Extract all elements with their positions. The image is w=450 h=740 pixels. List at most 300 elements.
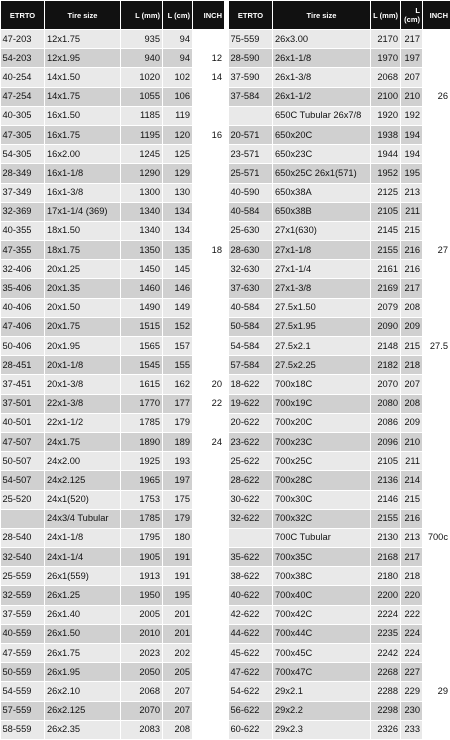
tire-size-cell: 26x1.95 bbox=[45, 663, 121, 682]
table-row bbox=[229, 49, 450, 68]
length-mm-cell: 1185 bbox=[121, 106, 163, 125]
inch-cell bbox=[423, 567, 450, 586]
etrto-cell: 50-584 bbox=[229, 317, 273, 336]
table-row bbox=[1, 720, 225, 739]
etrto-cell bbox=[229, 106, 273, 125]
etrto-cell: 32-559 bbox=[1, 586, 45, 605]
length-cm-cell: 207 bbox=[401, 375, 423, 394]
length-mm-cell: 1770 bbox=[121, 394, 163, 413]
length-cm-cell: 216 bbox=[401, 260, 423, 279]
tire-size-cell: 16x1.75 bbox=[45, 125, 121, 144]
tire-size-table-right bbox=[228, 0, 450, 740]
etrto-cell: 40-406 bbox=[1, 298, 45, 317]
etrto-cell: 75-559 bbox=[229, 30, 273, 49]
length-mm-cell: 2182 bbox=[371, 356, 401, 375]
etrto-cell: 40-584 bbox=[229, 202, 273, 221]
inch-cell bbox=[193, 490, 225, 509]
etrto-cell: 57-559 bbox=[1, 701, 45, 720]
etrto-cell: 57-584 bbox=[229, 356, 273, 375]
table-row bbox=[1, 145, 225, 164]
length-mm-cell: 2145 bbox=[371, 221, 401, 240]
length-cm-cell: 202 bbox=[163, 644, 193, 663]
length-cm-cell: 220 bbox=[401, 586, 423, 605]
table-row bbox=[1, 337, 225, 356]
etrto-cell: 40-590 bbox=[229, 183, 273, 202]
length-cm-cell: 134 bbox=[163, 202, 193, 221]
length-mm-cell: 2096 bbox=[371, 432, 401, 451]
table-row bbox=[1, 452, 225, 471]
length-cm-cell: 227 bbox=[401, 663, 423, 682]
table-row bbox=[1, 202, 225, 221]
length-cm-cell: 192 bbox=[401, 106, 423, 125]
table-row bbox=[229, 567, 450, 586]
inch-cell bbox=[423, 68, 450, 87]
etrto-cell: 25-622 bbox=[229, 452, 273, 471]
length-mm-cell: 2079 bbox=[371, 298, 401, 317]
inch-cell bbox=[193, 682, 225, 701]
length-mm-cell: 2005 bbox=[121, 605, 163, 624]
etrto-cell: 54-305 bbox=[1, 145, 45, 164]
etrto-cell: 47-559 bbox=[1, 644, 45, 663]
header-tire-size: Tire size bbox=[273, 1, 371, 30]
table-row bbox=[229, 605, 450, 624]
tire-size-cell: 26x1-1/2 bbox=[273, 87, 371, 106]
table-row bbox=[1, 701, 225, 720]
length-mm-cell: 940 bbox=[121, 49, 163, 68]
table-row bbox=[229, 30, 450, 49]
table-row bbox=[229, 720, 450, 739]
length-mm-cell: 1952 bbox=[371, 164, 401, 183]
inch-cell: 20 bbox=[193, 375, 225, 394]
length-cm-cell: 177 bbox=[163, 394, 193, 413]
length-cm-cell: 207 bbox=[401, 68, 423, 87]
inch-cell bbox=[193, 644, 225, 663]
tire-size-cell: 700x47C bbox=[273, 663, 371, 682]
tire-size-cell: 700x32C bbox=[273, 509, 371, 528]
etrto-cell: 20-622 bbox=[229, 413, 273, 432]
length-mm-cell: 2010 bbox=[121, 624, 163, 643]
etrto-cell: 25-571 bbox=[229, 164, 273, 183]
etrto-cell: 19-622 bbox=[229, 394, 273, 413]
length-cm-cell: 94 bbox=[163, 30, 193, 49]
inch-cell bbox=[193, 586, 225, 605]
table-row bbox=[1, 375, 225, 394]
tire-size-cell: 26x1.75 bbox=[45, 644, 121, 663]
length-mm-cell: 2161 bbox=[371, 260, 401, 279]
etrto-cell: 40-559 bbox=[1, 624, 45, 643]
length-cm-cell: 209 bbox=[401, 317, 423, 336]
inch-cell bbox=[193, 605, 225, 624]
table-row bbox=[1, 87, 225, 106]
length-cm-cell: 191 bbox=[163, 548, 193, 567]
length-cm-cell: 208 bbox=[401, 298, 423, 317]
etrto-cell: 37-559 bbox=[1, 605, 45, 624]
table-body-right bbox=[229, 30, 450, 740]
length-mm-cell: 1965 bbox=[121, 471, 163, 490]
length-mm-cell: 935 bbox=[121, 30, 163, 49]
length-mm-cell: 2086 bbox=[371, 413, 401, 432]
etrto-cell: 25-559 bbox=[1, 567, 45, 586]
length-mm-cell: 2200 bbox=[371, 586, 401, 605]
tire-size-cell: 26x1.40 bbox=[45, 605, 121, 624]
length-mm-cell: 1290 bbox=[121, 164, 163, 183]
table-row bbox=[1, 279, 225, 298]
length-cm-cell: 129 bbox=[163, 164, 193, 183]
tire-size-cell: 24x1-1/8 bbox=[45, 528, 121, 547]
inch-cell bbox=[193, 30, 225, 49]
etrto-cell: 42-622 bbox=[229, 605, 273, 624]
etrto-cell: 28-540 bbox=[1, 528, 45, 547]
inch-cell bbox=[193, 164, 225, 183]
etrto-cell: 54-507 bbox=[1, 471, 45, 490]
tire-size-cell: 16x1-3/8 bbox=[45, 183, 121, 202]
etrto-cell: 40-355 bbox=[1, 221, 45, 240]
length-cm-cell: 149 bbox=[163, 298, 193, 317]
tire-size-cell: 18x1.75 bbox=[45, 241, 121, 260]
tire-size-cell: 27.5x2.1 bbox=[273, 337, 371, 356]
inch-cell bbox=[423, 509, 450, 528]
length-cm-cell: 189 bbox=[163, 432, 193, 451]
tire-size-cell: 700C Tubular bbox=[273, 528, 371, 547]
etrto-cell: 37-584 bbox=[229, 87, 273, 106]
inch-cell bbox=[423, 298, 450, 317]
inch-cell bbox=[423, 356, 450, 375]
length-cm-cell: 215 bbox=[401, 337, 423, 356]
etrto-cell: 32-622 bbox=[229, 509, 273, 528]
table-row bbox=[229, 202, 450, 221]
table-row bbox=[1, 432, 225, 451]
length-mm-cell: 2125 bbox=[371, 183, 401, 202]
etrto-cell: 56-622 bbox=[229, 701, 273, 720]
length-cm-cell: 195 bbox=[163, 586, 193, 605]
table-row bbox=[1, 548, 225, 567]
length-mm-cell: 1905 bbox=[121, 548, 163, 567]
tire-size-cell: 29x2.3 bbox=[273, 720, 371, 739]
header-inch: INCH bbox=[423, 1, 450, 30]
table-row bbox=[1, 471, 225, 490]
table-body-left bbox=[1, 30, 225, 740]
length-cm-cell: 125 bbox=[163, 145, 193, 164]
length-mm-cell: 1460 bbox=[121, 279, 163, 298]
length-cm-cell: 146 bbox=[163, 279, 193, 298]
table-row bbox=[229, 644, 450, 663]
length-mm-cell: 2148 bbox=[371, 337, 401, 356]
inch-cell: 27 bbox=[423, 241, 450, 260]
length-cm-cell: 211 bbox=[401, 452, 423, 471]
inch-cell bbox=[193, 260, 225, 279]
length-mm-cell: 2068 bbox=[121, 682, 163, 701]
etrto-cell: 44-622 bbox=[229, 624, 273, 643]
tire-size-cell: 22x1-3/8 bbox=[45, 394, 121, 413]
length-mm-cell: 2268 bbox=[371, 663, 401, 682]
length-cm-cell: 197 bbox=[401, 49, 423, 68]
length-mm-cell: 1615 bbox=[121, 375, 163, 394]
tire-size-cell: 26x1.25 bbox=[45, 586, 121, 605]
tire-size-cell: 26x1(559) bbox=[45, 567, 121, 586]
inch-cell bbox=[423, 490, 450, 509]
length-cm-cell: 201 bbox=[163, 605, 193, 624]
length-cm-cell: 224 bbox=[401, 624, 423, 643]
length-cm-cell: 102 bbox=[163, 68, 193, 87]
tire-size-cell: 650x20C bbox=[273, 125, 371, 144]
inch-cell bbox=[193, 624, 225, 643]
table-row bbox=[1, 567, 225, 586]
etrto-cell: 37-451 bbox=[1, 375, 45, 394]
length-cm-cell: 214 bbox=[401, 471, 423, 490]
inch-cell bbox=[193, 413, 225, 432]
etrto-cell: 58-559 bbox=[1, 720, 45, 739]
etrto-cell: 54-584 bbox=[229, 337, 273, 356]
length-cm-cell: 179 bbox=[163, 509, 193, 528]
table-row bbox=[229, 471, 450, 490]
etrto-cell: 28-622 bbox=[229, 471, 273, 490]
etrto-cell: 47-254 bbox=[1, 87, 45, 106]
inch-cell bbox=[193, 701, 225, 720]
tire-size-cell: 26x3.00 bbox=[273, 30, 371, 49]
table-row bbox=[229, 183, 450, 202]
tire-size-cell: 20x1-1/8 bbox=[45, 356, 121, 375]
etrto-cell: 54-559 bbox=[1, 682, 45, 701]
length-cm-cell: 211 bbox=[401, 202, 423, 221]
tire-size-cell: 24x3/4 Tubular bbox=[45, 509, 121, 528]
length-cm-cell: 194 bbox=[401, 145, 423, 164]
length-mm-cell: 2224 bbox=[371, 605, 401, 624]
table-row bbox=[229, 337, 450, 356]
etrto-cell: 25-520 bbox=[1, 490, 45, 509]
length-mm-cell: 2100 bbox=[371, 87, 401, 106]
length-cm-cell: 215 bbox=[401, 221, 423, 240]
tire-size-cell: 26x2.35 bbox=[45, 720, 121, 739]
length-cm-cell: 130 bbox=[163, 183, 193, 202]
inch-cell bbox=[193, 221, 225, 240]
tire-size-cell: 650x25C 26x1(571) bbox=[273, 164, 371, 183]
table-row bbox=[1, 586, 225, 605]
inch-cell bbox=[423, 106, 450, 125]
etrto-cell: 37-501 bbox=[1, 394, 45, 413]
tire-size-cell: 650C Tubular 26x7/8 bbox=[273, 106, 371, 125]
length-cm-cell: 230 bbox=[401, 701, 423, 720]
inch-cell bbox=[193, 298, 225, 317]
length-mm-cell: 2169 bbox=[371, 279, 401, 298]
inch-cell bbox=[423, 279, 450, 298]
length-cm-cell: 201 bbox=[163, 624, 193, 643]
etrto-cell: 32-369 bbox=[1, 202, 45, 221]
length-mm-cell: 2155 bbox=[371, 509, 401, 528]
table-row bbox=[1, 356, 225, 375]
inch-cell bbox=[423, 164, 450, 183]
etrto-cell: 38-622 bbox=[229, 567, 273, 586]
length-cm-cell: 217 bbox=[401, 279, 423, 298]
etrto-cell: 28-451 bbox=[1, 356, 45, 375]
length-cm-cell: 222 bbox=[401, 605, 423, 624]
table-row bbox=[229, 317, 450, 336]
length-cm-cell: 120 bbox=[163, 125, 193, 144]
header-length-mm: L (mm) bbox=[371, 1, 401, 30]
tire-size-cell: 700x28C bbox=[273, 471, 371, 490]
length-cm-cell: 134 bbox=[163, 221, 193, 240]
etrto-cell: 45-622 bbox=[229, 644, 273, 663]
etrto-cell: 40-584 bbox=[229, 298, 273, 317]
length-mm-cell: 2068 bbox=[371, 68, 401, 87]
inch-cell bbox=[423, 644, 450, 663]
inch-cell bbox=[193, 279, 225, 298]
table-row bbox=[1, 241, 225, 260]
length-cm-cell: 135 bbox=[163, 241, 193, 260]
tire-size-cell: 700x25C bbox=[273, 452, 371, 471]
inch-cell bbox=[193, 663, 225, 682]
etrto-cell: 20-571 bbox=[229, 125, 273, 144]
length-cm-cell: 106 bbox=[163, 87, 193, 106]
length-mm-cell: 2168 bbox=[371, 548, 401, 567]
table-header-row bbox=[229, 1, 450, 30]
tire-size-cell: 16x1.50 bbox=[45, 106, 121, 125]
table-header-row bbox=[1, 1, 225, 30]
length-mm-cell: 1020 bbox=[121, 68, 163, 87]
tire-size-cell: 27x1-1/8 bbox=[273, 241, 371, 260]
table-row bbox=[1, 663, 225, 682]
length-cm-cell: 218 bbox=[401, 567, 423, 586]
table-row bbox=[229, 413, 450, 432]
inch-cell bbox=[423, 471, 450, 490]
etrto-cell: 37-349 bbox=[1, 183, 45, 202]
inch-cell bbox=[423, 49, 450, 68]
etrto-cell: 54-622 bbox=[229, 682, 273, 701]
inch-cell bbox=[423, 413, 450, 432]
inch-cell bbox=[193, 471, 225, 490]
table-row bbox=[1, 394, 225, 413]
length-mm-cell: 1785 bbox=[121, 413, 163, 432]
length-mm-cell: 2070 bbox=[121, 701, 163, 720]
length-cm-cell: 209 bbox=[401, 413, 423, 432]
length-mm-cell: 2050 bbox=[121, 663, 163, 682]
tire-size-cell: 650x38B bbox=[273, 202, 371, 221]
table-row bbox=[1, 682, 225, 701]
etrto-cell: 35-622 bbox=[229, 548, 273, 567]
table-row bbox=[229, 221, 450, 240]
tire-size-cell: 700x42C bbox=[273, 605, 371, 624]
table-row bbox=[229, 452, 450, 471]
length-mm-cell: 1245 bbox=[121, 145, 163, 164]
length-mm-cell: 1565 bbox=[121, 337, 163, 356]
length-cm-cell: 229 bbox=[401, 682, 423, 701]
etrto-cell: 32-540 bbox=[1, 548, 45, 567]
etrto-cell: 50-507 bbox=[1, 452, 45, 471]
tire-size-cell: 27x1-1/4 bbox=[273, 260, 371, 279]
tire-size-cell: 650x23C bbox=[273, 145, 371, 164]
inch-cell bbox=[423, 202, 450, 221]
length-cm-cell: 162 bbox=[163, 375, 193, 394]
length-mm-cell: 2130 bbox=[371, 528, 401, 547]
inch-cell: 24 bbox=[193, 432, 225, 451]
tire-size-cell: 29x2.2 bbox=[273, 701, 371, 720]
length-mm-cell: 2070 bbox=[371, 375, 401, 394]
tire-size-cell: 12x1.95 bbox=[45, 49, 121, 68]
inch-cell bbox=[193, 145, 225, 164]
inch-cell: 22 bbox=[193, 394, 225, 413]
length-cm-cell: 217 bbox=[401, 30, 423, 49]
length-mm-cell: 2090 bbox=[371, 317, 401, 336]
tire-size-cell: 700x38C bbox=[273, 567, 371, 586]
length-mm-cell: 1913 bbox=[121, 567, 163, 586]
etrto-cell: 47-507 bbox=[1, 432, 45, 451]
length-mm-cell: 1350 bbox=[121, 241, 163, 260]
tire-size-cell: 700x40C bbox=[273, 586, 371, 605]
tire-size-cell: 14x1.50 bbox=[45, 68, 121, 87]
length-mm-cell: 2155 bbox=[371, 241, 401, 260]
length-mm-cell: 2180 bbox=[371, 567, 401, 586]
header-length-mm: L (mm) bbox=[121, 1, 163, 30]
length-mm-cell: 1450 bbox=[121, 260, 163, 279]
length-mm-cell: 1545 bbox=[121, 356, 163, 375]
etrto-cell: 28-590 bbox=[229, 49, 273, 68]
etrto-cell: 40-501 bbox=[1, 413, 45, 432]
table-row bbox=[229, 241, 450, 260]
length-cm-cell: 157 bbox=[163, 337, 193, 356]
length-mm-cell: 1300 bbox=[121, 183, 163, 202]
length-cm-cell: 208 bbox=[163, 720, 193, 739]
inch-cell: 26 bbox=[423, 87, 450, 106]
length-mm-cell: 1785 bbox=[121, 509, 163, 528]
etrto-cell: 23-571 bbox=[229, 145, 273, 164]
etrto-cell bbox=[1, 509, 45, 528]
inch-cell bbox=[193, 720, 225, 739]
etrto-cell: 37-590 bbox=[229, 68, 273, 87]
inch-cell bbox=[423, 125, 450, 144]
etrto-cell: 50-406 bbox=[1, 337, 45, 356]
etrto-cell: 40-622 bbox=[229, 586, 273, 605]
length-mm-cell: 2083 bbox=[121, 720, 163, 739]
length-cm-cell: 194 bbox=[401, 125, 423, 144]
table-row bbox=[1, 490, 225, 509]
tire-size-cell: 26x1-3/8 bbox=[273, 68, 371, 87]
inch-cell bbox=[193, 528, 225, 547]
tire-size-cell: 16x2.00 bbox=[45, 145, 121, 164]
tire-size-cell: 27x1(630) bbox=[273, 221, 371, 240]
table-row bbox=[229, 701, 450, 720]
length-mm-cell: 2136 bbox=[371, 471, 401, 490]
inch-cell bbox=[193, 337, 225, 356]
inch-cell bbox=[193, 87, 225, 106]
length-cm-cell: 224 bbox=[401, 644, 423, 663]
inch-cell: 14 bbox=[193, 68, 225, 87]
table-row bbox=[229, 394, 450, 413]
table-row bbox=[229, 586, 450, 605]
inch-cell bbox=[423, 221, 450, 240]
tire-size-cell: 700x30C bbox=[273, 490, 371, 509]
length-cm-cell: 216 bbox=[401, 509, 423, 528]
table-row bbox=[1, 528, 225, 547]
header-etrto: ETRTO bbox=[229, 1, 273, 30]
table-row bbox=[229, 106, 450, 125]
table-row bbox=[229, 663, 450, 682]
inch-cell bbox=[193, 567, 225, 586]
etrto-cell: 40-254 bbox=[1, 68, 45, 87]
length-cm-cell: 197 bbox=[163, 471, 193, 490]
table-row bbox=[229, 528, 450, 547]
length-cm-cell: 216 bbox=[401, 241, 423, 260]
table-row bbox=[229, 145, 450, 164]
etrto-cell: 30-622 bbox=[229, 490, 273, 509]
etrto-cell: 28-630 bbox=[229, 241, 273, 260]
inch-cell bbox=[423, 317, 450, 336]
tire-size-cell: 700x45C bbox=[273, 644, 371, 663]
etrto-cell: 37-630 bbox=[229, 279, 273, 298]
inch-cell bbox=[193, 452, 225, 471]
length-cm-cell: 213 bbox=[401, 183, 423, 202]
length-mm-cell: 1055 bbox=[121, 87, 163, 106]
tire-size-cell: 20x1.35 bbox=[45, 279, 121, 298]
length-mm-cell: 1890 bbox=[121, 432, 163, 451]
